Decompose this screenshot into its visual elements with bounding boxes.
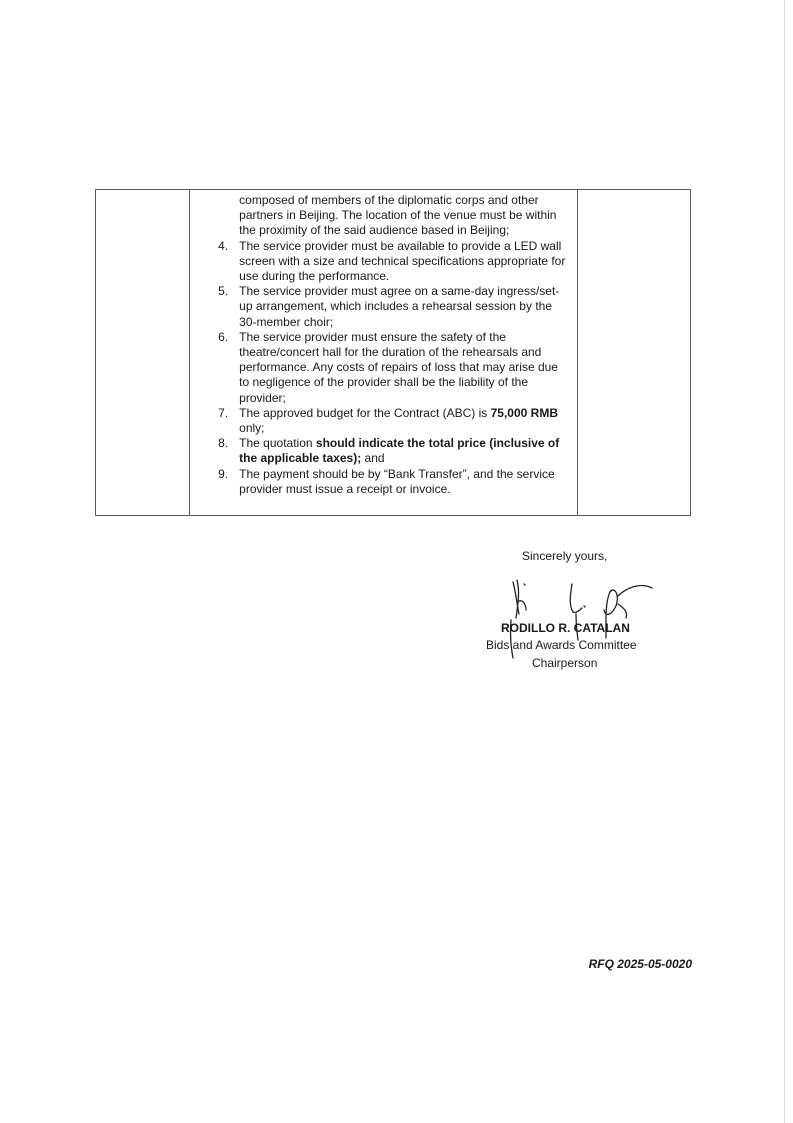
item-text-pre: The quotation (239, 436, 316, 451)
item-number: 5. (218, 284, 229, 299)
list-item (218, 239, 571, 285)
item-number: 4. (218, 238, 229, 253)
signer-name: RODILLO R. CATALAN (501, 621, 630, 635)
item-text: The payment should be by “Bank Transfer”, and the service provider must issue a receipt or invoice. (239, 466, 555, 496)
empty-cell-left (96, 190, 190, 516)
budget-amount: 75,000 RMB (490, 405, 558, 420)
item-number: 9. (218, 466, 229, 481)
requirements-cell (190, 190, 578, 516)
total-price-emphasis: should indicate the total price (inclusive of the applicable taxes); (239, 436, 560, 466)
rfq-reference-number: RFQ 2025-05-0020 (588, 957, 692, 971)
item-text (239, 406, 571, 436)
list-item (218, 330, 571, 406)
list-item (218, 284, 571, 330)
table-row (96, 190, 691, 516)
item-number: 6. (218, 329, 229, 344)
item-text: The service provider must agree on a same-day ingress/set-up arrangement, which includes a rehearsal session by the 30-member choir; (239, 284, 560, 329)
item-number: 8. (218, 436, 229, 451)
empty-cell-right (577, 190, 690, 516)
signer-role: Chairperson (532, 656, 598, 670)
item-text-post: only; (239, 421, 265, 436)
item-text-pre: The approved budget for the Contract (ABC) is (239, 405, 491, 420)
item-text (239, 436, 571, 466)
handwritten-signature (500, 574, 660, 666)
list-item (218, 436, 571, 466)
list-item (218, 406, 571, 436)
signer-title: Bids and Awards Committee (486, 638, 637, 652)
item-number: 7. (218, 405, 229, 420)
specifications-table (95, 189, 691, 516)
closing-salutation: Sincerely yours, (522, 549, 608, 563)
item-text-post: and (361, 451, 385, 466)
item-text: The service provider must ensure the safety of the theatre/concert hall for the duration of the rehearsals and performance. Any costs of repairs of loss that may arise due to negligence of the provider shall be the liability of the provider; (239, 329, 558, 405)
page-edge (784, 0, 785, 1123)
list-item (218, 467, 571, 497)
continued-requirement-text: composed of members of the diplomatic corps and other partners in Beijing. The location of the venue must be within the proximity of the said audience based in Beijing; (239, 193, 557, 238)
item-text: The service provider must be available to provide a LED wall screen with a size and technical specifications appropriate for use during the performance. (239, 238, 566, 284)
